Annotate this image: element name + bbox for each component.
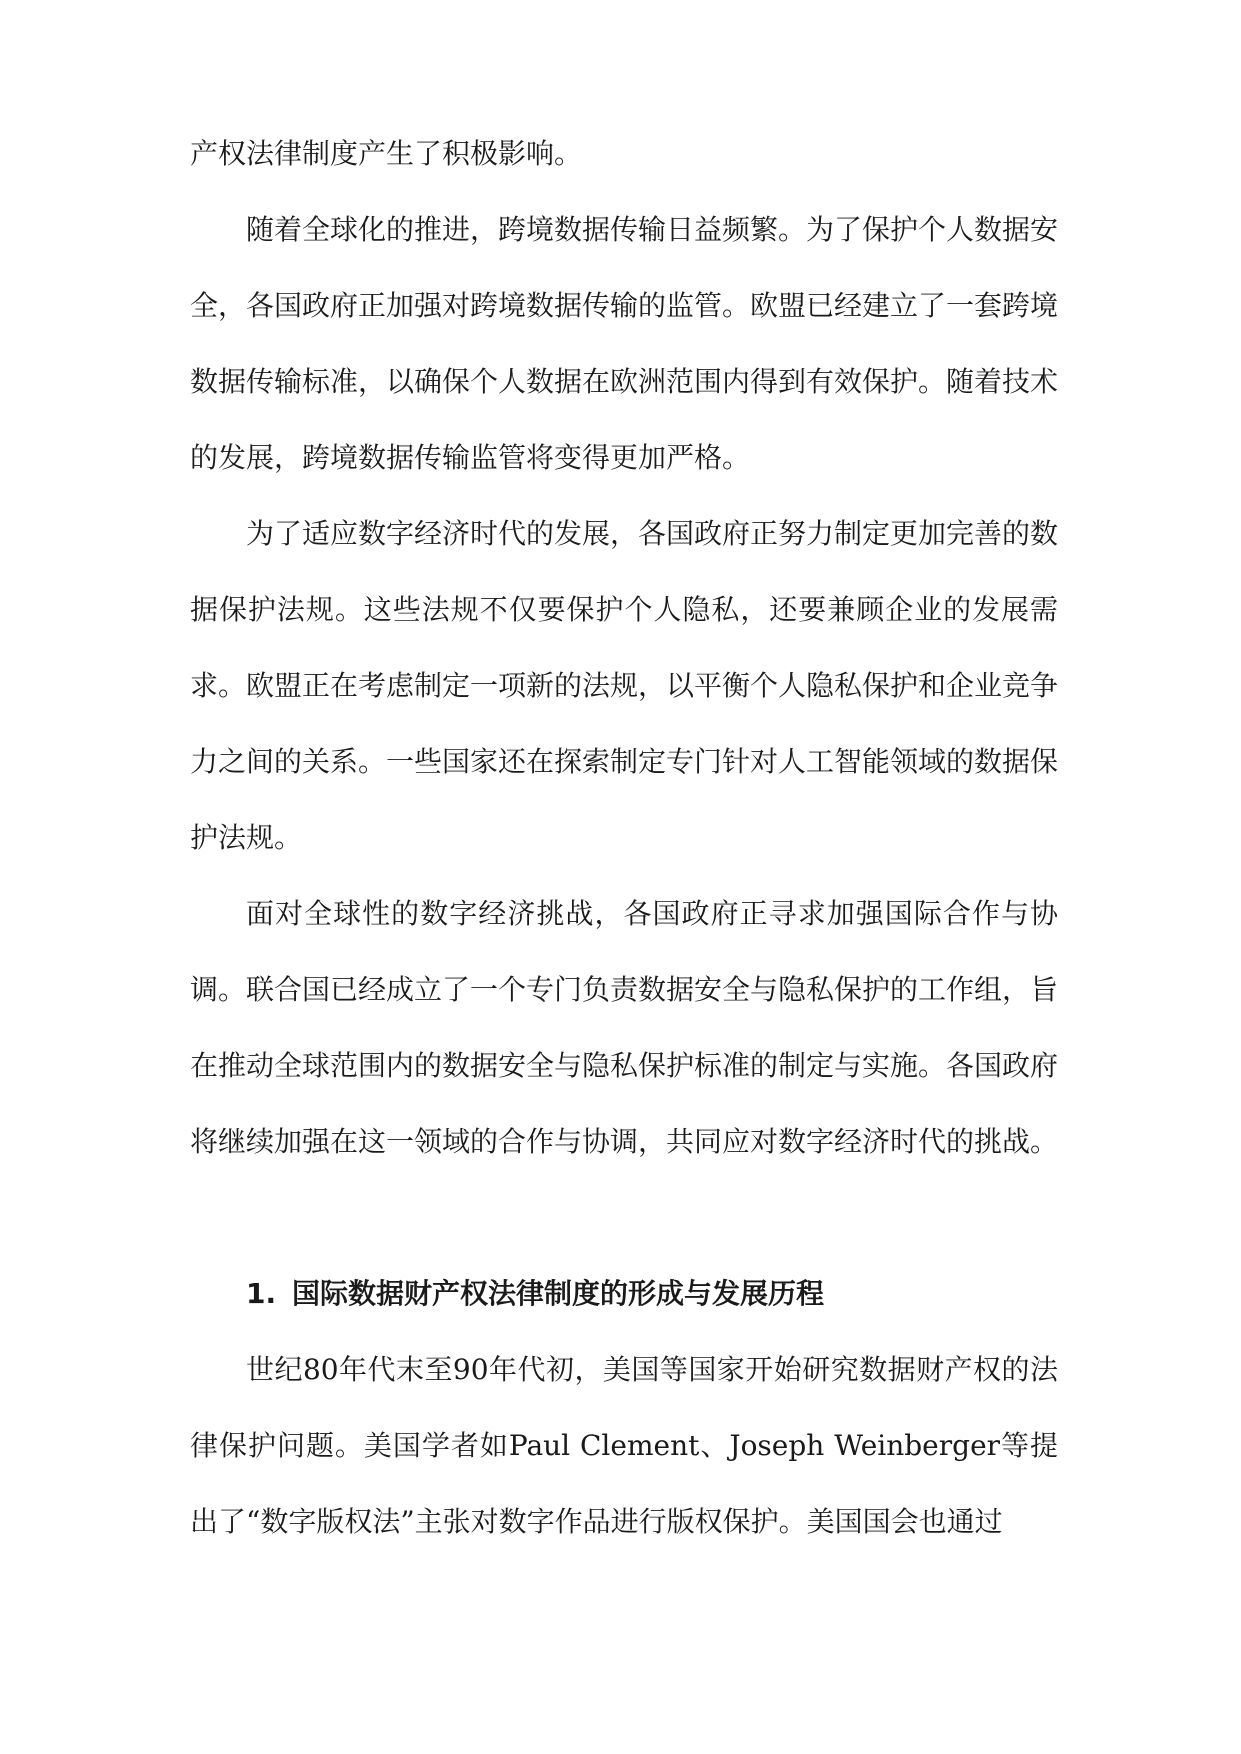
paragraph-continuation: 产权法律制度产生了积极影响。 [190,137,583,170]
paragraph-data-protection-regulations: 为了适应数字经济时代的发展，各国政府正努力制定更加完善的数据保护法规。这些法规不仅要保护个人隐私，还要兼顾企业的发展需求。欧盟正在考虑制定一项新的法规，以平衡个人隐私保护和企业竞争力之间的关系。一些国家还在探索制定专门针对人工智能领域的数据保护法规。 [190,517,1059,854]
paragraph-history: 世纪80年代末至90年代初，美国等国家开始研究数据财产权的法律保护问题。美国学者如Paul Clement、Joseph Weinberger等提出了“数字版权法”主张对数字作品进行版权保护。美国国会也通过 [190,1353,1058,1538]
paragraph-cross-border-data: 随着全球化的推进，跨境数据传输日益频繁。为了保护个人数据安全，各国政府正加强对跨境数据传输的监管。欧盟已经建立了一套跨境数据传输标准，以确保个人数据在欧洲范围内得到有效保护。随着技术的发展，跨境数据传输监管将变得更加严格。 [190,213,1059,474]
section-heading [246,1256,1058,1332]
paragraph-international-cooperation: 面对全球性的数字经济挑战，各国政府正寻求加强国际合作与协调。联合国已经成立了一个专门负责数据安全与隐私保护的工作组，旨在推动全球范围内的数据安全与隐私保护标准的制定与实施。各国政府将继续加强在这一领域的合作与协调，共同应对数字经济时代的挑战。 [190,897,1059,1158]
section-heading-title: 国际数据财产权法律制度的形成与发展历程 [292,1277,825,1310]
section-heading-number: 1. [246,1277,277,1310]
